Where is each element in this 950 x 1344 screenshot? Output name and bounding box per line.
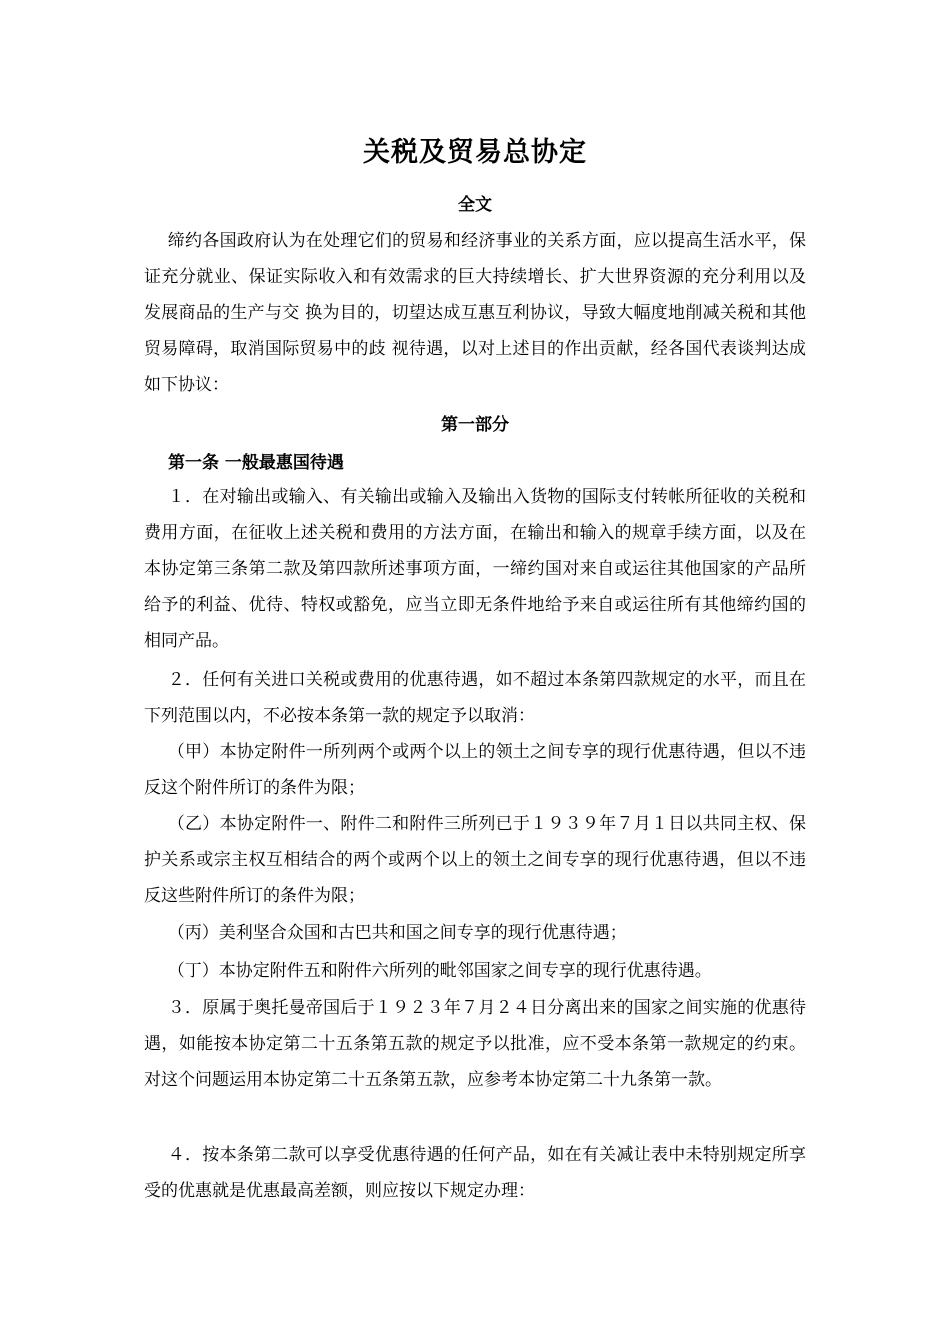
article-paragraph-2: ２．任何有关进口关税或费用的优惠待遇，如不超过本条第四款规定的水平，而且在下列范围以内，不必按本条第一款的规定予以取消： xyxy=(144,670,806,726)
article-item-a: （甲）本协定附件一所列两个或两个以上的领土之间专享的现行优惠待遇，但以不违反这个附件所订的条件为限； xyxy=(144,742,806,798)
article-paragraph-3: ３．原属于奥托曼帝国后于１９２３年７月２４日分离出来的国家之间实施的优惠待遇，如能按本协定第二十五条第五款的规定予以批准，应不受本条第一款规定的约束。对这个问题运用本协定第二十五条第五款，应参考本协定第二十九条第一款。 xyxy=(144,998,806,1090)
article-heading: 第一条 一般最惠国待遇 xyxy=(168,453,344,473)
article-item-d: （丁）本协定附件五和附件六所列的毗邻国家之间专享的现行优惠待遇。 xyxy=(167,961,712,981)
fulltext-heading: 全文 xyxy=(458,195,492,215)
article-item-b: （乙）本协定附件一、附件二和附件三所列已于１９３９年７月１日以共同主权、保护关系或宗主权互相结合的两个或两个以上的领土之间专享的现行优惠待遇，但以不违反这些附件所订的条件为限； xyxy=(144,814,806,906)
document-title: 关税及贸易总协定 xyxy=(363,137,587,168)
preamble-paragraph: 缔约各国政府认为在处理它们的贸易和经济事业的关系方面，应以提高生活水平，保证充分就业、保证实际收入和有效需求的巨大持续增长、扩大世界资源的充分利用以及发展商品的生产与交 换为目的，切望达成互惠互利协议，导致大幅度地削减关税和其他贸易障碍，取消国际贸易中的歧 视待遇，以对上述目的作出贡献，经各国代表谈判达成如下协议： xyxy=(144,231,806,395)
article-item-c: （丙）美利坚合众国和古巴共和国之间专享的现行优惠待遇； xyxy=(167,923,627,943)
article-paragraph-4: ４．按本条第二款可以享受优惠待遇的任何产品，如在有关减让表中未特别规定所享受的优惠就是优惠最高差额，则应按以下规定办理： xyxy=(144,1145,806,1201)
article-paragraph-1: １．在对输出或输入、有关输出或输入及输出入货物的国际支付转帐所征收的关税和费用方面，在征收上述关税和费用的方法方面，在输出和输入的规章手续方面，以及在本协定第三条第二款及第四款所述事项方面，一缔约国对来自或运往其他国家的产品所给予的利益、优待、特权或豁免，应当立即无条件地给予来自或运往所有其他缔约国的相同产品。 xyxy=(144,487,806,651)
part-heading: 第一部分 xyxy=(441,415,509,435)
